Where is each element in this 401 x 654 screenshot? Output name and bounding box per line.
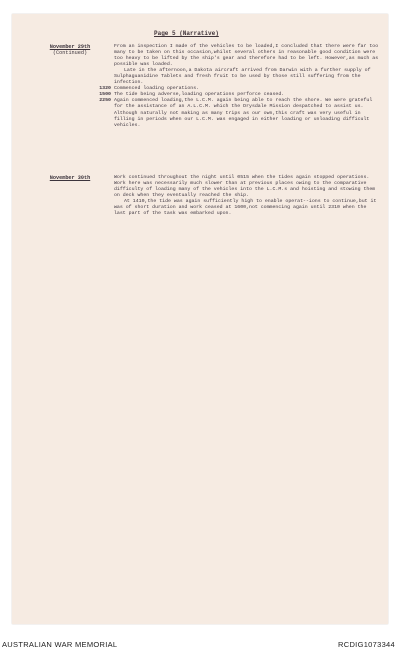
entry-body-nov-30 <box>114 175 380 217</box>
document-page <box>12 14 388 624</box>
narrative-paragraph: Work continued throughout the night until 0515 when the tides again stopped operations. Work here was necessarily much slower than at previous places owing to the comparative difficulty of loading many of the vehicles into the L.C.M.s and hoisting and stowing them on deck when they eventually reached the ship. <box>114 175 376 199</box>
time-stamp: 2250 <box>99 98 111 104</box>
timed-entry-text: Commenced loading operations. <box>114 86 200 92</box>
date-label: November 30th <box>49 175 91 181</box>
timed-entry-text: Again commenced loading,the L.C.M. again being able to reach the shore. We were grateful for the assistance of an A.L.C.M. which the Drysdale Mission despatched to assist us. Although naturally not making as many trips as our own,this craft was very useful in filling in periods when our L.C.M. was engaged in either loading or unloading difficult vehicles. <box>114 98 373 128</box>
time-stamp: 1500 <box>99 92 111 98</box>
entry-date-nov-29 <box>34 44 106 56</box>
narrative-paragraph: Late in the afternoon,a Dakota aircraft arrived from Darwin with a further supply of Sulphaguanidine Tablets and fresh fruit to be used by those still suffering from the infection. <box>114 68 371 86</box>
narrative-paragraph: From an inspection I made of the vehicles to be loaded,I concluded that there were far too many to be taken on this occasion,whilst several others in reasonable good condition were too heavy to be lifted by the ship's gear and therefore had to be left. However,as much as possible was loaded. <box>114 44 379 68</box>
entry-body-nov-29 <box>99 44 380 129</box>
narrative-paragraph: At 1410,the tide was again sufficiently high to enable operat--ions to continue,but it was of short duration and work ceased at 1600,not commencing again until 2310 when the last part of the task was embarked upon. <box>114 199 377 217</box>
date-label: November 29th <box>49 44 91 50</box>
archive-record-id: RCDIG1073344 <box>338 640 395 649</box>
timed-entry-text: The tide being adverse,loading operations perforce ceased. <box>114 92 285 98</box>
timed-entry <box>99 98 380 128</box>
entry-date-nov-30 <box>34 175 106 181</box>
page-heading: Page 5 (Narrative) <box>154 30 219 37</box>
archive-credit: AUSTRALIAN WAR MEMORIAL <box>2 640 118 649</box>
time-stamp: 1320 <box>99 86 111 92</box>
date-sublabel: (Continued) <box>52 50 88 57</box>
